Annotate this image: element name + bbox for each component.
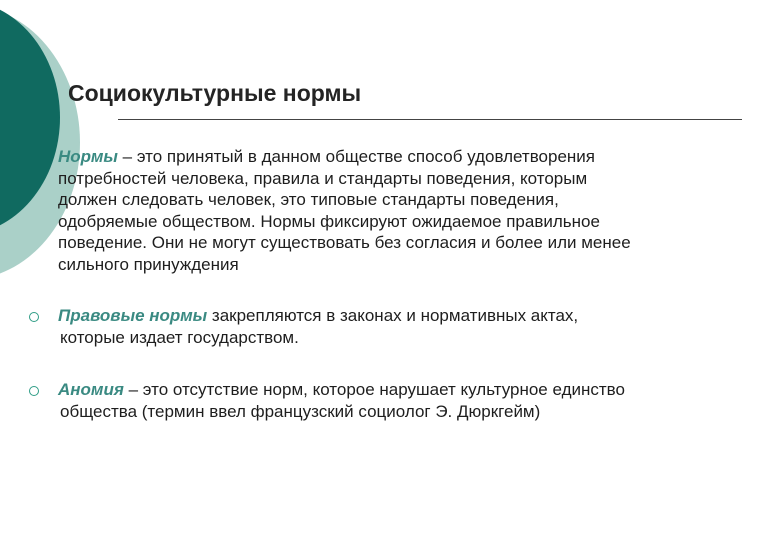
definition-term: Нормы <box>58 147 118 166</box>
definition-line: сильного принуждения <box>58 254 239 274</box>
slide-title: Социокультурные нормы <box>68 80 362 106</box>
bullet-item-legal-norms <box>58 305 748 348</box>
bullet-term: Правовые нормы <box>58 306 208 325</box>
bullet-line: общества (термин ввел французский социолог Э. Дюркгейм) <box>60 401 541 421</box>
bullet-marker-icon <box>29 312 39 322</box>
bullet-marker-icon <box>29 386 39 396</box>
definition-line: – это принятый в данном обществе способ удовлетворения <box>117 147 595 166</box>
definition-line: потребностей человека, правила и стандарты поведения, которым <box>58 168 588 188</box>
definition-paragraph <box>58 146 748 275</box>
definition-line: поведение. Они не могут существовать без согласия и более или менее <box>58 233 631 252</box>
bullet-line: закрепляются в законах и нормативных актах, <box>207 306 579 325</box>
bullet-term: Аномия <box>58 380 124 399</box>
bullet-line: – это отсутствие норм, которое нарушает культурное единство <box>123 380 625 399</box>
bullet-item-anomie <box>58 379 748 422</box>
definition-line: должен следовать человек, это типовые стандарты поведения, <box>58 190 559 209</box>
title-divider <box>118 119 742 120</box>
definition-line: одобряемые обществом. Нормы фиксируют ожидаемое правильное <box>58 211 600 231</box>
bullet-line: которые издает государством. <box>60 327 299 347</box>
